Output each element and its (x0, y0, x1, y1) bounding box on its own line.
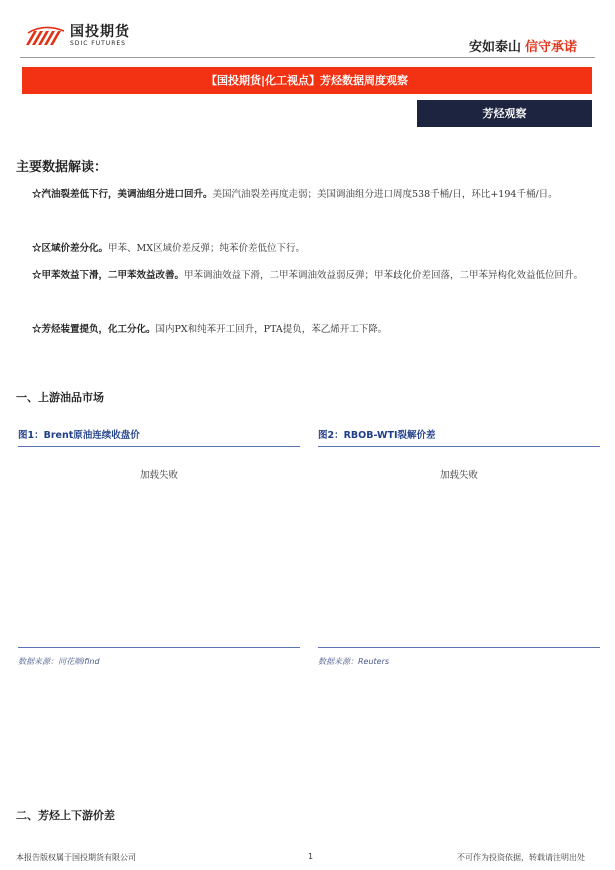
report-tag: 芳烃观察 (417, 100, 592, 127)
slogan-part-1: 安如泰山 (468, 40, 521, 55)
page-header (0, 0, 615, 60)
summary-item-text: 美国汽油裂差再度走弱；美国调油组分进口周度538千桶/日，环比+194千桶/日。 (212, 189, 558, 200)
figure-bottom-rule (318, 647, 600, 648)
figure-title: 图2：RBOB-WTI裂解价差 (318, 430, 436, 441)
logo-name-cn: 国投期货 (70, 24, 130, 40)
figure-body (18, 447, 300, 647)
summary-item (16, 237, 598, 261)
summary-heading: 主要数据解读： (16, 160, 108, 175)
report-title: 【国投期货|化工视点】芳烃数据周度观察 (22, 67, 592, 94)
figure-load-failed: 加载失败 (439, 470, 478, 481)
summary-item-lead: ☆甲苯效益下滑，二甲苯效益改善。 (32, 270, 185, 281)
section-heading-upstream: 一、上游油品市场 (16, 391, 104, 404)
figure-source: 数据来源：Reuters (318, 657, 390, 666)
figure-load-failed: 加载失败 (139, 470, 178, 481)
header-divider (20, 57, 595, 58)
summary-item-text: 甲苯、MX区域价差反弹；纯苯价差低位下行。 (108, 243, 306, 254)
footer-disclaimer: 不可作为投资依据，转载请注明出处 (457, 853, 585, 862)
summary-item-lead: ☆汽油裂差低下行，美调油组分进口回升。 (32, 189, 213, 200)
section-heading-spreads: 二、芳烃上下游价差 (16, 809, 115, 822)
figure-title: 图1：Brent原油连续收盘价 (18, 430, 140, 441)
company-logo (24, 24, 130, 48)
summary-item (16, 264, 598, 288)
footer-page-number: 1 (308, 852, 314, 861)
logo-mark-icon (24, 25, 66, 47)
footer-copyright: 本报告版权属于国投期货有限公司 (16, 853, 136, 862)
summary-item (16, 183, 598, 207)
figure-rbob-wti (318, 428, 600, 667)
summary-item-text: 国内PX和纯苯开工回升，PTA提负，苯乙烯开工下降。 (155, 324, 388, 335)
slogan (469, 36, 577, 55)
summary-item-lead: ☆区域价差分化。 (32, 243, 109, 254)
figure-body (318, 447, 600, 647)
figure-bottom-rule (18, 647, 300, 648)
slogan-part-2: 信守承诺 (524, 40, 577, 55)
page-footer (0, 848, 615, 868)
figure-brent (18, 428, 300, 667)
summary-item-lead: ☆芳烃装置提负，化工分化。 (32, 324, 156, 335)
figure-source: 数据来源：同花顺ifind (18, 657, 100, 666)
summary-item-text: 甲苯调油效益下滑，二甲苯调油效益弱反弹；甲苯歧化价差回落，二甲苯异构化效益低位回升。 (184, 270, 584, 281)
logo-name-en: SDIC FUTURES (70, 40, 126, 47)
summary-item (16, 318, 598, 342)
logo-text (70, 25, 130, 47)
